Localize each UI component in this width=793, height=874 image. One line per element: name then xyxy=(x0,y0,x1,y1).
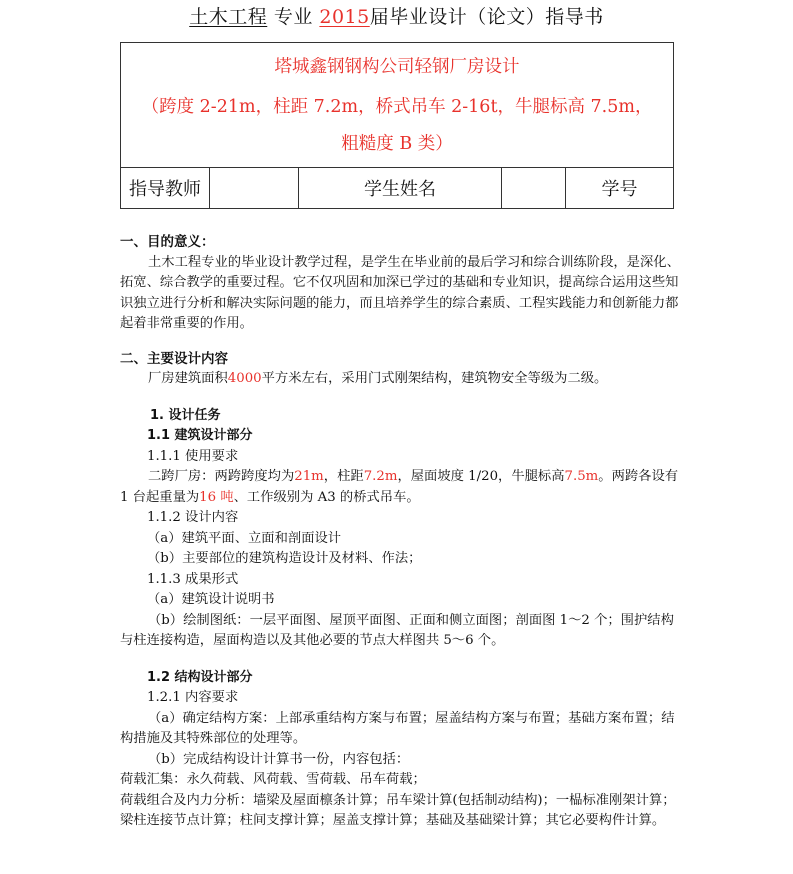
major-suffix: 专业 xyxy=(273,6,313,28)
section-purpose-body: 土木工程专业的毕业设计教学过程，是学生在毕业前的最后学习和综合训练阶段，是深化、拓宽、综合教学的重要过程。它不仅巩固和加深已学过的基础和专业知识，提高综合运用这些知识独立进行分析和解决实际问题的能力，而且培养学生的综合素质、工程实践能力和创新能力都起着非常重要的作用。 xyxy=(120,254,680,331)
arch-result-item-b: （b）绘制图纸：一层平面图、屋顶平面图、正面和侧立面图；剖面图 1～2 个；围护结构与柱连接构造，屋面构造以及其他必要的节点大样图共 5～6 个。 xyxy=(120,612,674,648)
architecture-heading: 1.1 建筑设计部分 xyxy=(147,428,253,443)
load-collection: 荷载汇集：永久荷载、风荷载、雪荷载、吊车荷载； xyxy=(120,772,426,787)
advisor-label: 指导教师 xyxy=(121,168,210,209)
graduation-year: 2015 xyxy=(319,6,370,28)
arch-content-item-a: （a）建筑平面、立面和剖面设计 xyxy=(147,530,342,546)
major-name: 土木工程 xyxy=(189,6,268,28)
load-combination: 荷载组合及内力分析：墙梁及屋面檩条计算；吊车梁计算(包括制动结构)；一榀标准刚架计算；梁柱连接节点计算；柱间支撑计算；屋盖支撑计算；基础及基础梁计算；其它必要构件计算。 xyxy=(120,792,676,828)
advisor-value xyxy=(210,168,299,209)
arch-content-heading: 1.1.2 设计内容 xyxy=(147,510,239,525)
project-title: 塔城鑫钢钢构公司轻钢厂房设计 xyxy=(274,57,520,77)
project-spec-line2: 粗糙度 B 类） xyxy=(341,134,453,154)
title-suffix: 届毕业设计（论文）指导书 xyxy=(369,6,604,28)
section-content-intro: 厂房建筑面积4000平方米左右，采用门式刚架结构，建筑物安全等级为二级。 xyxy=(148,371,608,386)
document-body xyxy=(120,232,680,832)
use-requirements-body: 二跨厂房：两跨跨度均为21m，柱距7.2m，屋面坡度 1/20，牛腿标高7.5m。两跨各设有 1 台起重量为16 吨、工作级别为 A3 的桥式吊车。 xyxy=(120,469,679,505)
project-cell xyxy=(121,43,674,168)
arch-content-item-b: （b）主要部位的建筑构造设计及材料、作法； xyxy=(147,551,422,566)
student-name-value xyxy=(502,168,566,209)
structure-heading: 1.2 结构设计部分 xyxy=(147,669,253,685)
project-info-table xyxy=(120,42,674,209)
student-id-label: 学号 xyxy=(566,168,674,209)
design-task-heading: 1. 设计任务 xyxy=(150,407,221,423)
building-area: 4000 xyxy=(227,371,262,386)
struct-req-item-b: （b）完成结构设计计算书一份，内容包括： xyxy=(148,751,410,767)
document-title xyxy=(0,2,793,29)
struct-req-item-a: （a）确定结构方案：上部承重结构方案与布置；屋盖结构方案与布置；基础方案布置；结构措施及其特殊部位的处理等。 xyxy=(120,710,675,746)
arch-result-item-a: （a）建筑设计说明书 xyxy=(147,592,275,607)
use-requirements-heading: 1.1.1 使用要求 xyxy=(147,448,239,464)
student-name-label: 学生姓名 xyxy=(299,168,502,209)
section-content-heading: 二、主要设计内容 xyxy=(120,350,228,367)
project-spec-line1: （跨度 2-21m，柱距 7.2m，桥式吊车 2-16t，牛腿标高 7.5m， xyxy=(141,97,653,117)
struct-req-heading: 1.2.1 内容要求 xyxy=(147,690,239,705)
arch-result-heading: 1.1.3 成果形式 xyxy=(147,571,239,587)
info-row xyxy=(121,168,674,209)
section-purpose-heading: 一、目的意义： xyxy=(120,234,215,250)
